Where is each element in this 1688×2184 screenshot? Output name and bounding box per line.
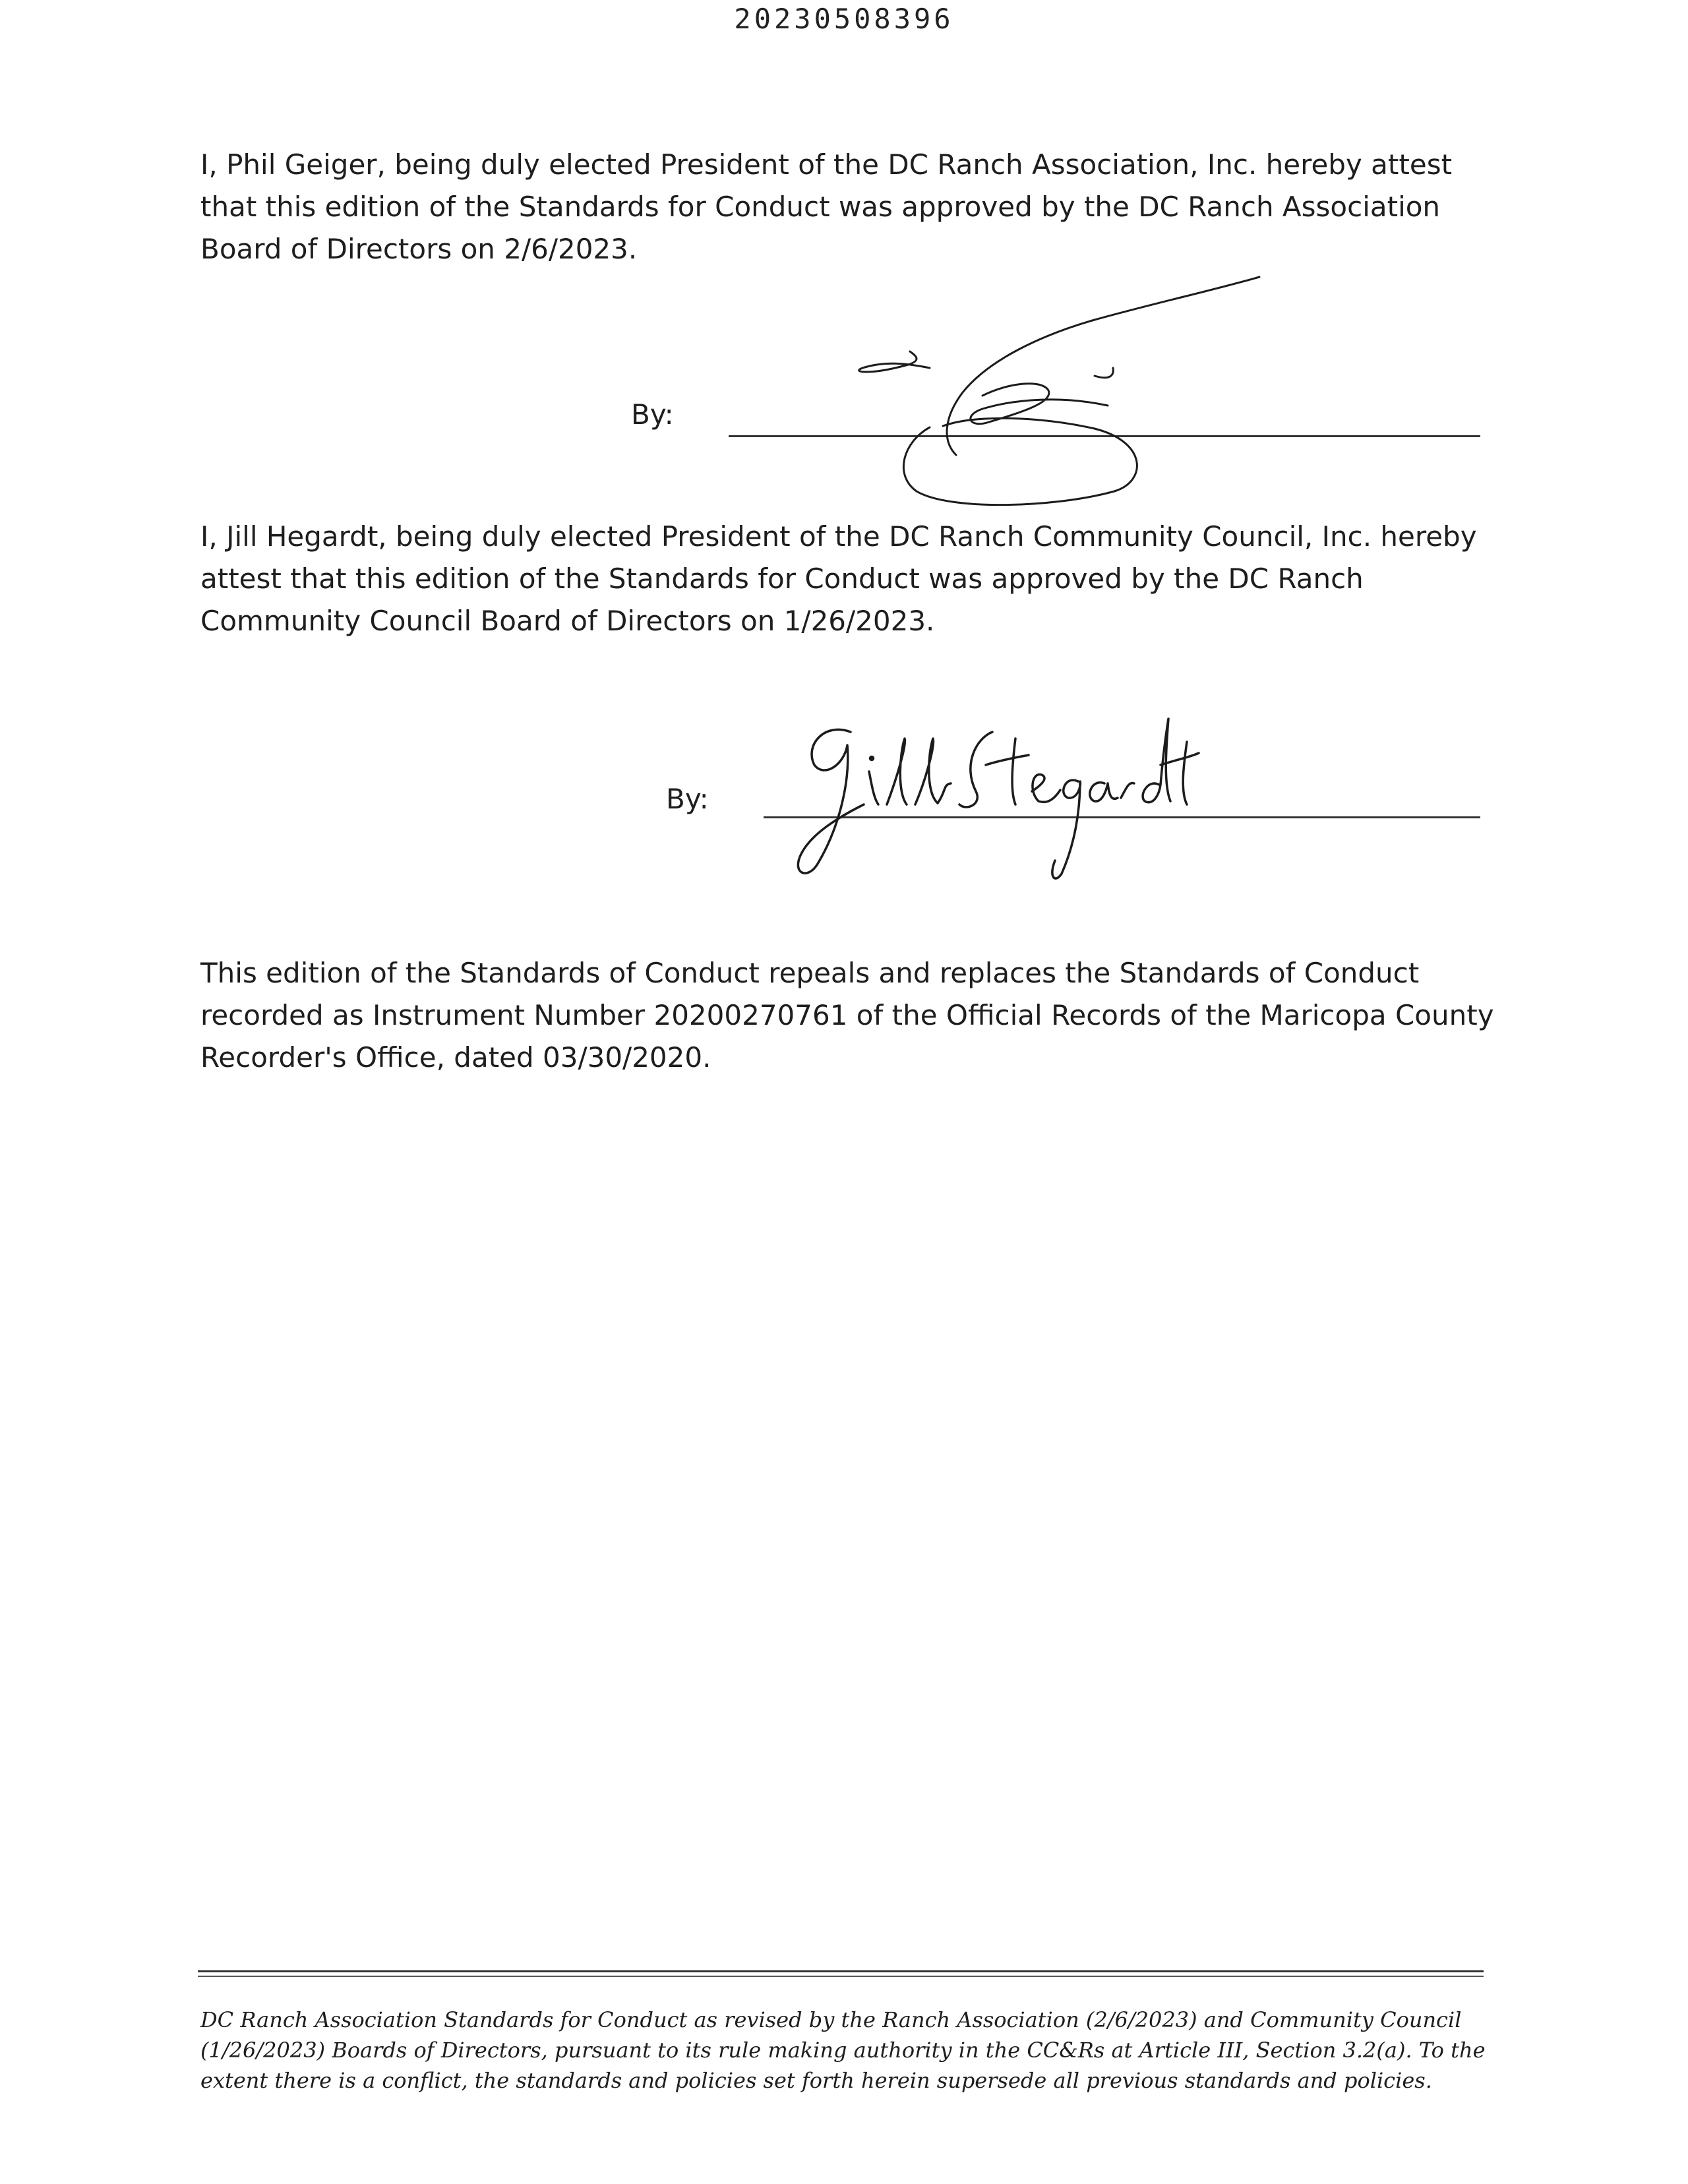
- footer-note: DC Ranch Association Standards for Conduct as revised by the Ranch Association (2/6/2023) and Community Council (1/26/2023) Boards of Directors, pursuant to its rule making authority in the CC&Rs at Article III, Section 3.2(a). To the extent there is a conflict, the standards and policies set forth herein supersede all previous standards and policies.: [200, 2007, 1486, 2093]
- signature-phil-geiger: [844, 264, 1266, 514]
- signature-jill-hegardt: [765, 706, 1200, 890]
- by-label-association: By:: [631, 398, 674, 431]
- council-attestation-paragraph: I, Jill Hegardt, being duly elected President of the DC Ranch Community Council, Inc. hereby attest that this edition of the Standards for Conduct was approved by the DC Ranch Community Council Board of Directors on 1/26/2023.: [200, 520, 1477, 637]
- footer-divider-bottom: [198, 1976, 1484, 1977]
- by-label-council: By:: [666, 783, 709, 815]
- recording-number: 20230508396: [734, 3, 954, 35]
- footer-divider-top: [198, 1970, 1484, 1972]
- repeal-notice-paragraph: This edition of the Standards of Conduct repeals and replaces the Standards of Conduct recorded as Instrument Number 20200270761 of the Official Records of the Maricopa County Recorder's Office, dated 03/30/2020.: [200, 957, 1494, 1074]
- association-attestation-paragraph: I, Phil Geiger, being duly elected President of the DC Ranch Association, Inc. hereby attest that this edition of the Standards for Conduct was approved by the DC Ranch Association Board of Directors on 2/6/2023.: [200, 148, 1453, 265]
